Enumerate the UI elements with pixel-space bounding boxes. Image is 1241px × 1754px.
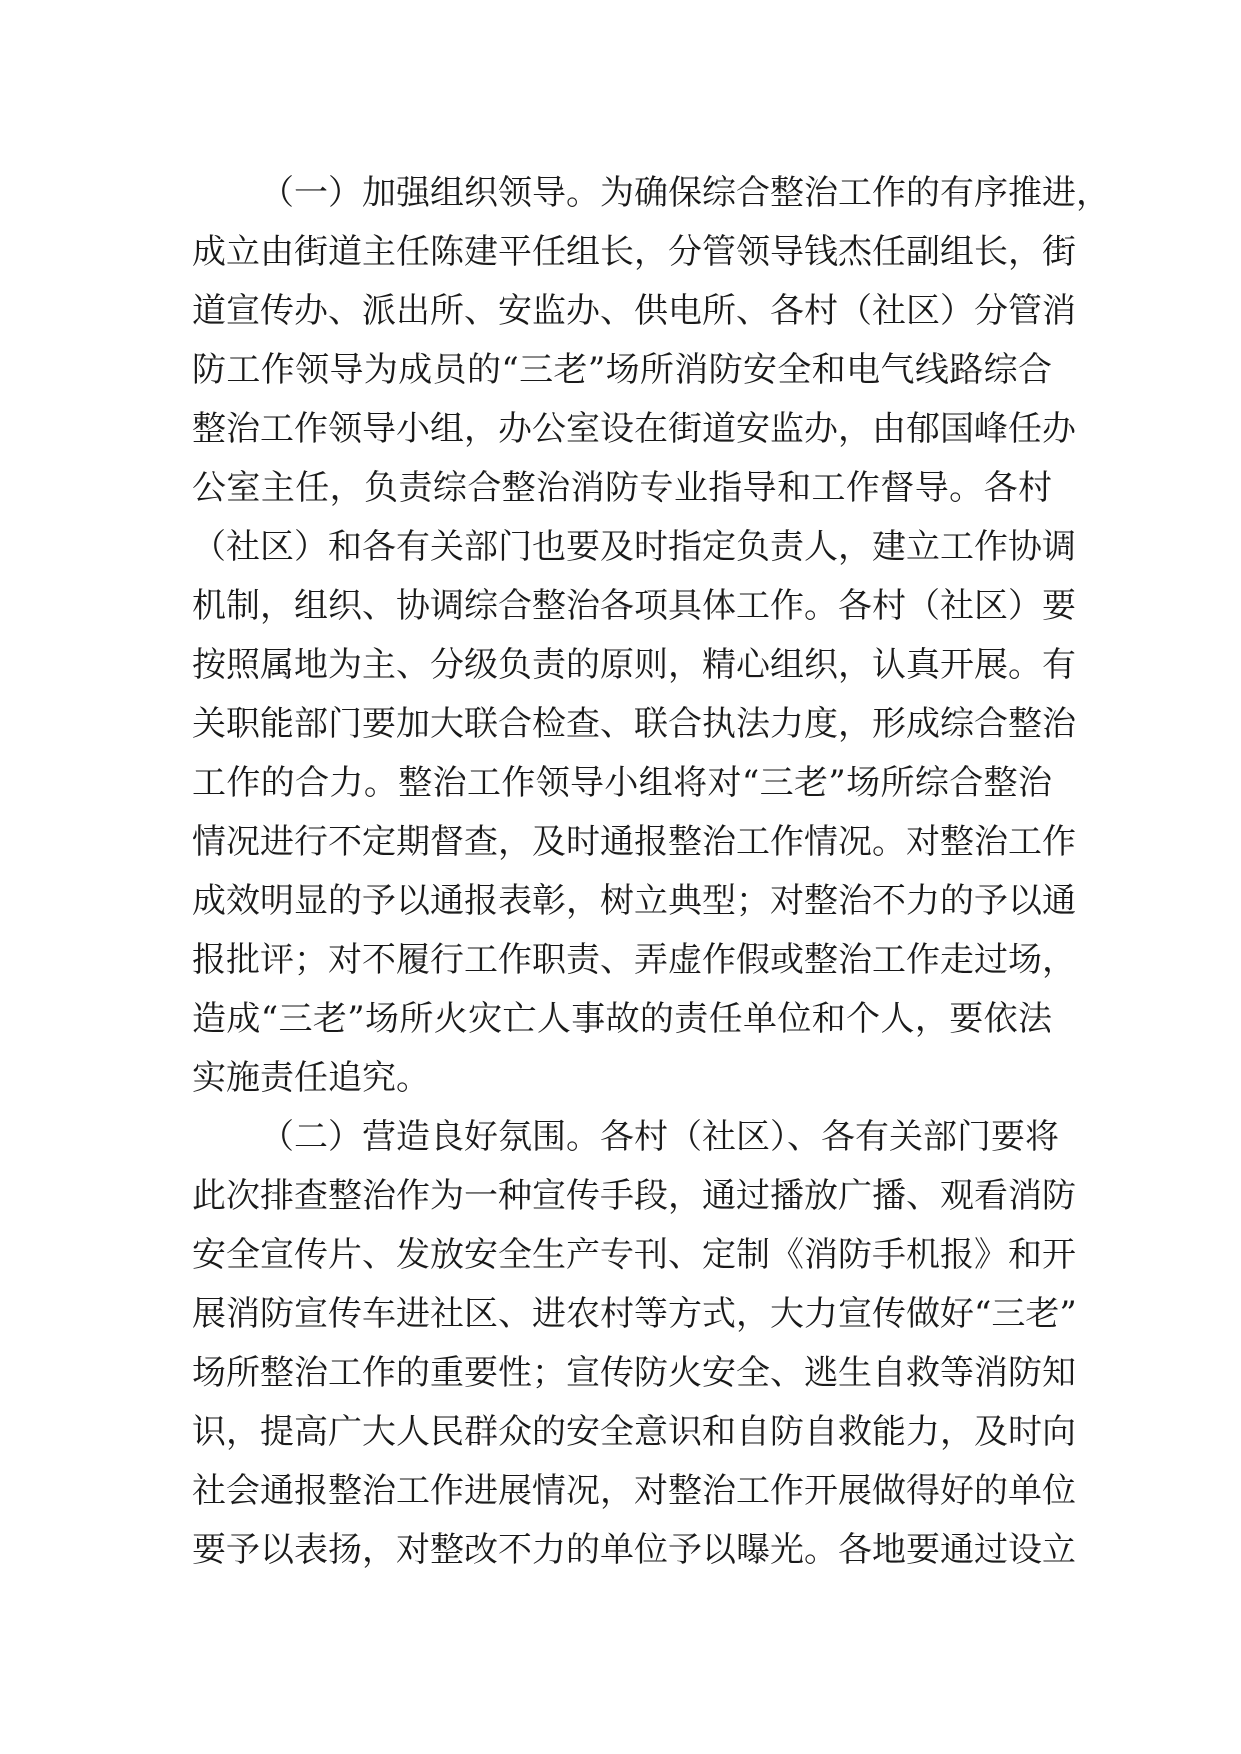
document-body xyxy=(192,164,1110,1580)
text-line: 公室主任，负责综合整治消防专业指导和工作督导。各村 xyxy=(192,468,1052,508)
text-line: 工作的合力。整治工作领导小组将对“三老”场所综合整治 xyxy=(192,763,1052,803)
text-line: （一）加强组织领导。为确保综合整治工作的有序推进， xyxy=(260,173,1110,213)
text-line: 社会通报整治工作进展情况，对整治工作开展做得好的单位 xyxy=(192,1471,1076,1511)
text-line: （社区）和各有关部门也要及时指定负责人，建立工作协调 xyxy=(192,527,1076,567)
text-line: 机制，组织、协调综合整治各项具体工作。各村（社区）要 xyxy=(192,586,1076,626)
text-line: 安全宣传片、发放安全生产专刊、定制《消防手机报》和开 xyxy=(192,1235,1076,1275)
text-line: 要予以表扬，对整改不力的单位予以曝光。各地要通过设立 xyxy=(192,1530,1076,1570)
text-line: 成立由街道主任陈建平任组长，分管领导钱杰任副组长，街 xyxy=(192,232,1076,272)
text-line: 整治工作领导小组，办公室设在街道安监办，由郁国峰任办 xyxy=(192,409,1076,449)
text-line: 实施责任追究。 xyxy=(192,1058,430,1098)
text-line: 情况进行不定期督查，及时通报整治工作情况。对整治工作 xyxy=(192,822,1076,862)
text-line: 识，提高广大人民群众的安全意识和自防自救能力，及时向 xyxy=(192,1412,1076,1452)
text-line: 场所整治工作的重要性；宣传防火安全、逃生自救等消防知 xyxy=(192,1353,1076,1393)
text-line: 按照属地为主、分级负责的原则，精心组织，认真开展。有 xyxy=(192,645,1076,685)
text-line: 此次排查整治作为一种宣传手段，通过播放广播、观看消防 xyxy=(192,1176,1076,1216)
text-line: 报批评；对不履行工作职责、弄虚作假或整治工作走过场， xyxy=(192,940,1076,980)
text-line: （二）营造良好氛围。各村（社区）、各有关部门要将 xyxy=(260,1117,1059,1157)
text-line: 防工作领导为成员的“三老”场所消防安全和电气线路综合 xyxy=(192,350,1052,390)
text-line: 道宣传办、派出所、安监办、供电所、各村（社区）分管消 xyxy=(192,291,1076,331)
text-line: 成效明显的予以通报表彰，树立典型；对整治不力的予以通 xyxy=(192,881,1076,921)
text-line: 造成“三老”场所火灾亡人事故的责任单位和个人，要依法 xyxy=(192,999,1052,1039)
text-line: 展消防宣传车进社区、进农村等方式，大力宣传做好“三老” xyxy=(192,1294,1077,1334)
text-line: 关职能部门要加大联合检查、联合执法力度，形成综合整治 xyxy=(192,704,1076,744)
